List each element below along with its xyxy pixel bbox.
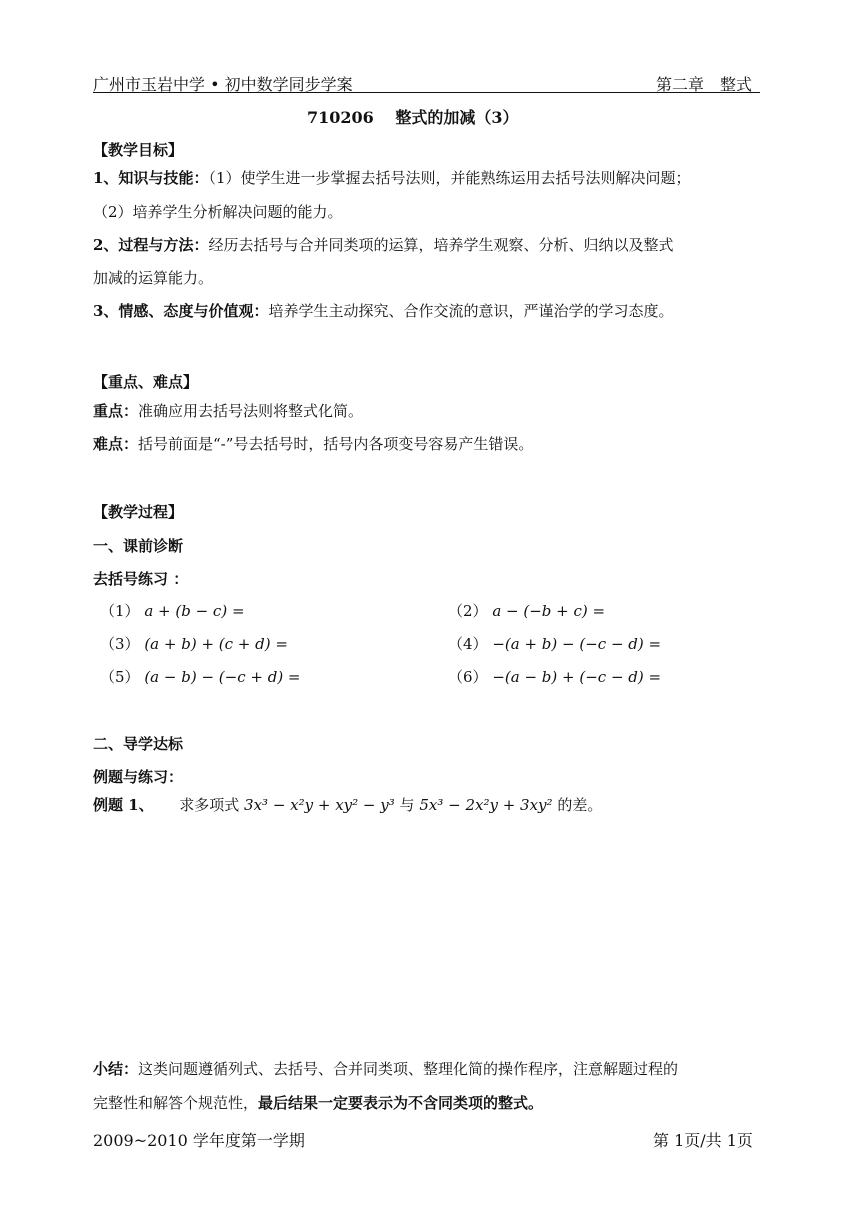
- exercise-3: [100, 633, 288, 654]
- example-1-post: 的差。: [557, 796, 603, 814]
- example-1-expr1: 3x³ − x²y + xy² − y³: [244, 796, 395, 814]
- objective-1-text: （1）使学生进一步掌握去括号法则，并能熟练运用去括号法则解决问题；: [208, 169, 691, 187]
- exercise-3-num: （3）: [100, 635, 140, 653]
- summary-cont-plain: 完整性和解答个规范性，: [93, 1094, 259, 1112]
- exercise-4-num: （4）: [448, 635, 488, 653]
- hard-point-text: 括号前面是“-”号去括号时，括号内各项变号容易产生错误。: [138, 435, 534, 453]
- examples-label: 例题与练习：: [93, 768, 184, 786]
- objective-2-text: 经历去括号与合并同类项的运算，培养学生观察、分析、归纳以及整式: [208, 236, 674, 254]
- objective-2: [93, 238, 673, 253]
- objective-3-label: 3、情感、态度与价值观：: [93, 302, 269, 320]
- objective-1-label: 1、知识与技能：: [93, 169, 209, 187]
- part-2-heading: 二、导学达标: [93, 735, 184, 753]
- exercise-1: [100, 600, 245, 621]
- hard-point-label: 难点：: [93, 435, 139, 453]
- objective-3-text: 培养学生主动探究、合作交流的意识，严谨治学的学习态度。: [268, 302, 674, 320]
- key-point-label: 重点：: [93, 402, 139, 420]
- footer-page-number: 第 1页/共 1页: [653, 1131, 753, 1150]
- objective-2-label: 2、过程与方法：: [93, 236, 209, 254]
- example-1-pre: 求多项式: [179, 796, 240, 814]
- exercise-5-num: （5）: [100, 668, 140, 686]
- objectives-heading: 【教学目标】: [93, 141, 184, 159]
- practice-label: 去括号练习 ：: [93, 570, 189, 588]
- exercise-3-expr: (a + b) + (c + d) =: [144, 635, 288, 653]
- example-1-mid: 与: [399, 796, 415, 814]
- objective-1: [93, 171, 691, 186]
- exercise-6: [448, 666, 661, 687]
- summary-label: 小结：: [93, 1060, 139, 1078]
- footer-term: 2009~2010 学年度第一学期: [93, 1131, 305, 1150]
- example-1: [93, 798, 602, 813]
- header-chapter: 第二章 整式: [656, 75, 753, 94]
- exercise-4: [448, 633, 661, 654]
- exercise-6-expr: −(a − b) + (−c − d) =: [492, 668, 662, 686]
- page-title: 710206 整式的加减（3）: [307, 108, 519, 127]
- summary-cont-bold: 最后结果一定要表示为不含同类项的整式。: [258, 1094, 544, 1112]
- process-heading: 【教学过程】: [93, 503, 184, 521]
- exercise-2-num: （2）: [448, 602, 488, 620]
- keypoints-heading: 【重点、难点】: [93, 373, 199, 391]
- exercise-1-expr: a + (b − c) =: [144, 602, 245, 620]
- key-point: [93, 404, 363, 419]
- objective-3: [93, 304, 673, 319]
- exercise-2-expr: a − (−b + c) =: [492, 602, 606, 620]
- exercise-2: [448, 600, 605, 621]
- key-point-text: 准确应用去括号法则将整式化简。: [138, 402, 364, 420]
- objective-1-cont: （2）培养学生分析解决问题的能力。: [93, 203, 343, 221]
- part-1-heading: 一、课前诊断: [93, 537, 184, 555]
- header-rule: [93, 92, 760, 93]
- example-1-expr2: 5x³ − 2x²y + 3xy²: [419, 796, 553, 814]
- objective-2-cont: 加减的运算能力。: [93, 269, 214, 287]
- exercise-6-num: （6）: [448, 668, 488, 686]
- summary: [93, 1062, 678, 1077]
- example-1-label: 例题 1、: [93, 796, 154, 814]
- exercise-5: [100, 666, 301, 687]
- summary-cont: [93, 1096, 543, 1111]
- summary-text: 这类问题遵循列式、去括号、合并同类项、整理化简的操作程序，注意解题过程的: [138, 1060, 679, 1078]
- exercise-4-expr: −(a + b) − (−c − d) =: [492, 635, 662, 653]
- hard-point: [93, 437, 533, 452]
- exercise-1-num: （1）: [100, 602, 140, 620]
- header-school: 广州市玉岩中学 • 初中数学同步学案: [93, 75, 353, 94]
- exercise-5-expr: (a − b) − (−c + d) =: [144, 668, 301, 686]
